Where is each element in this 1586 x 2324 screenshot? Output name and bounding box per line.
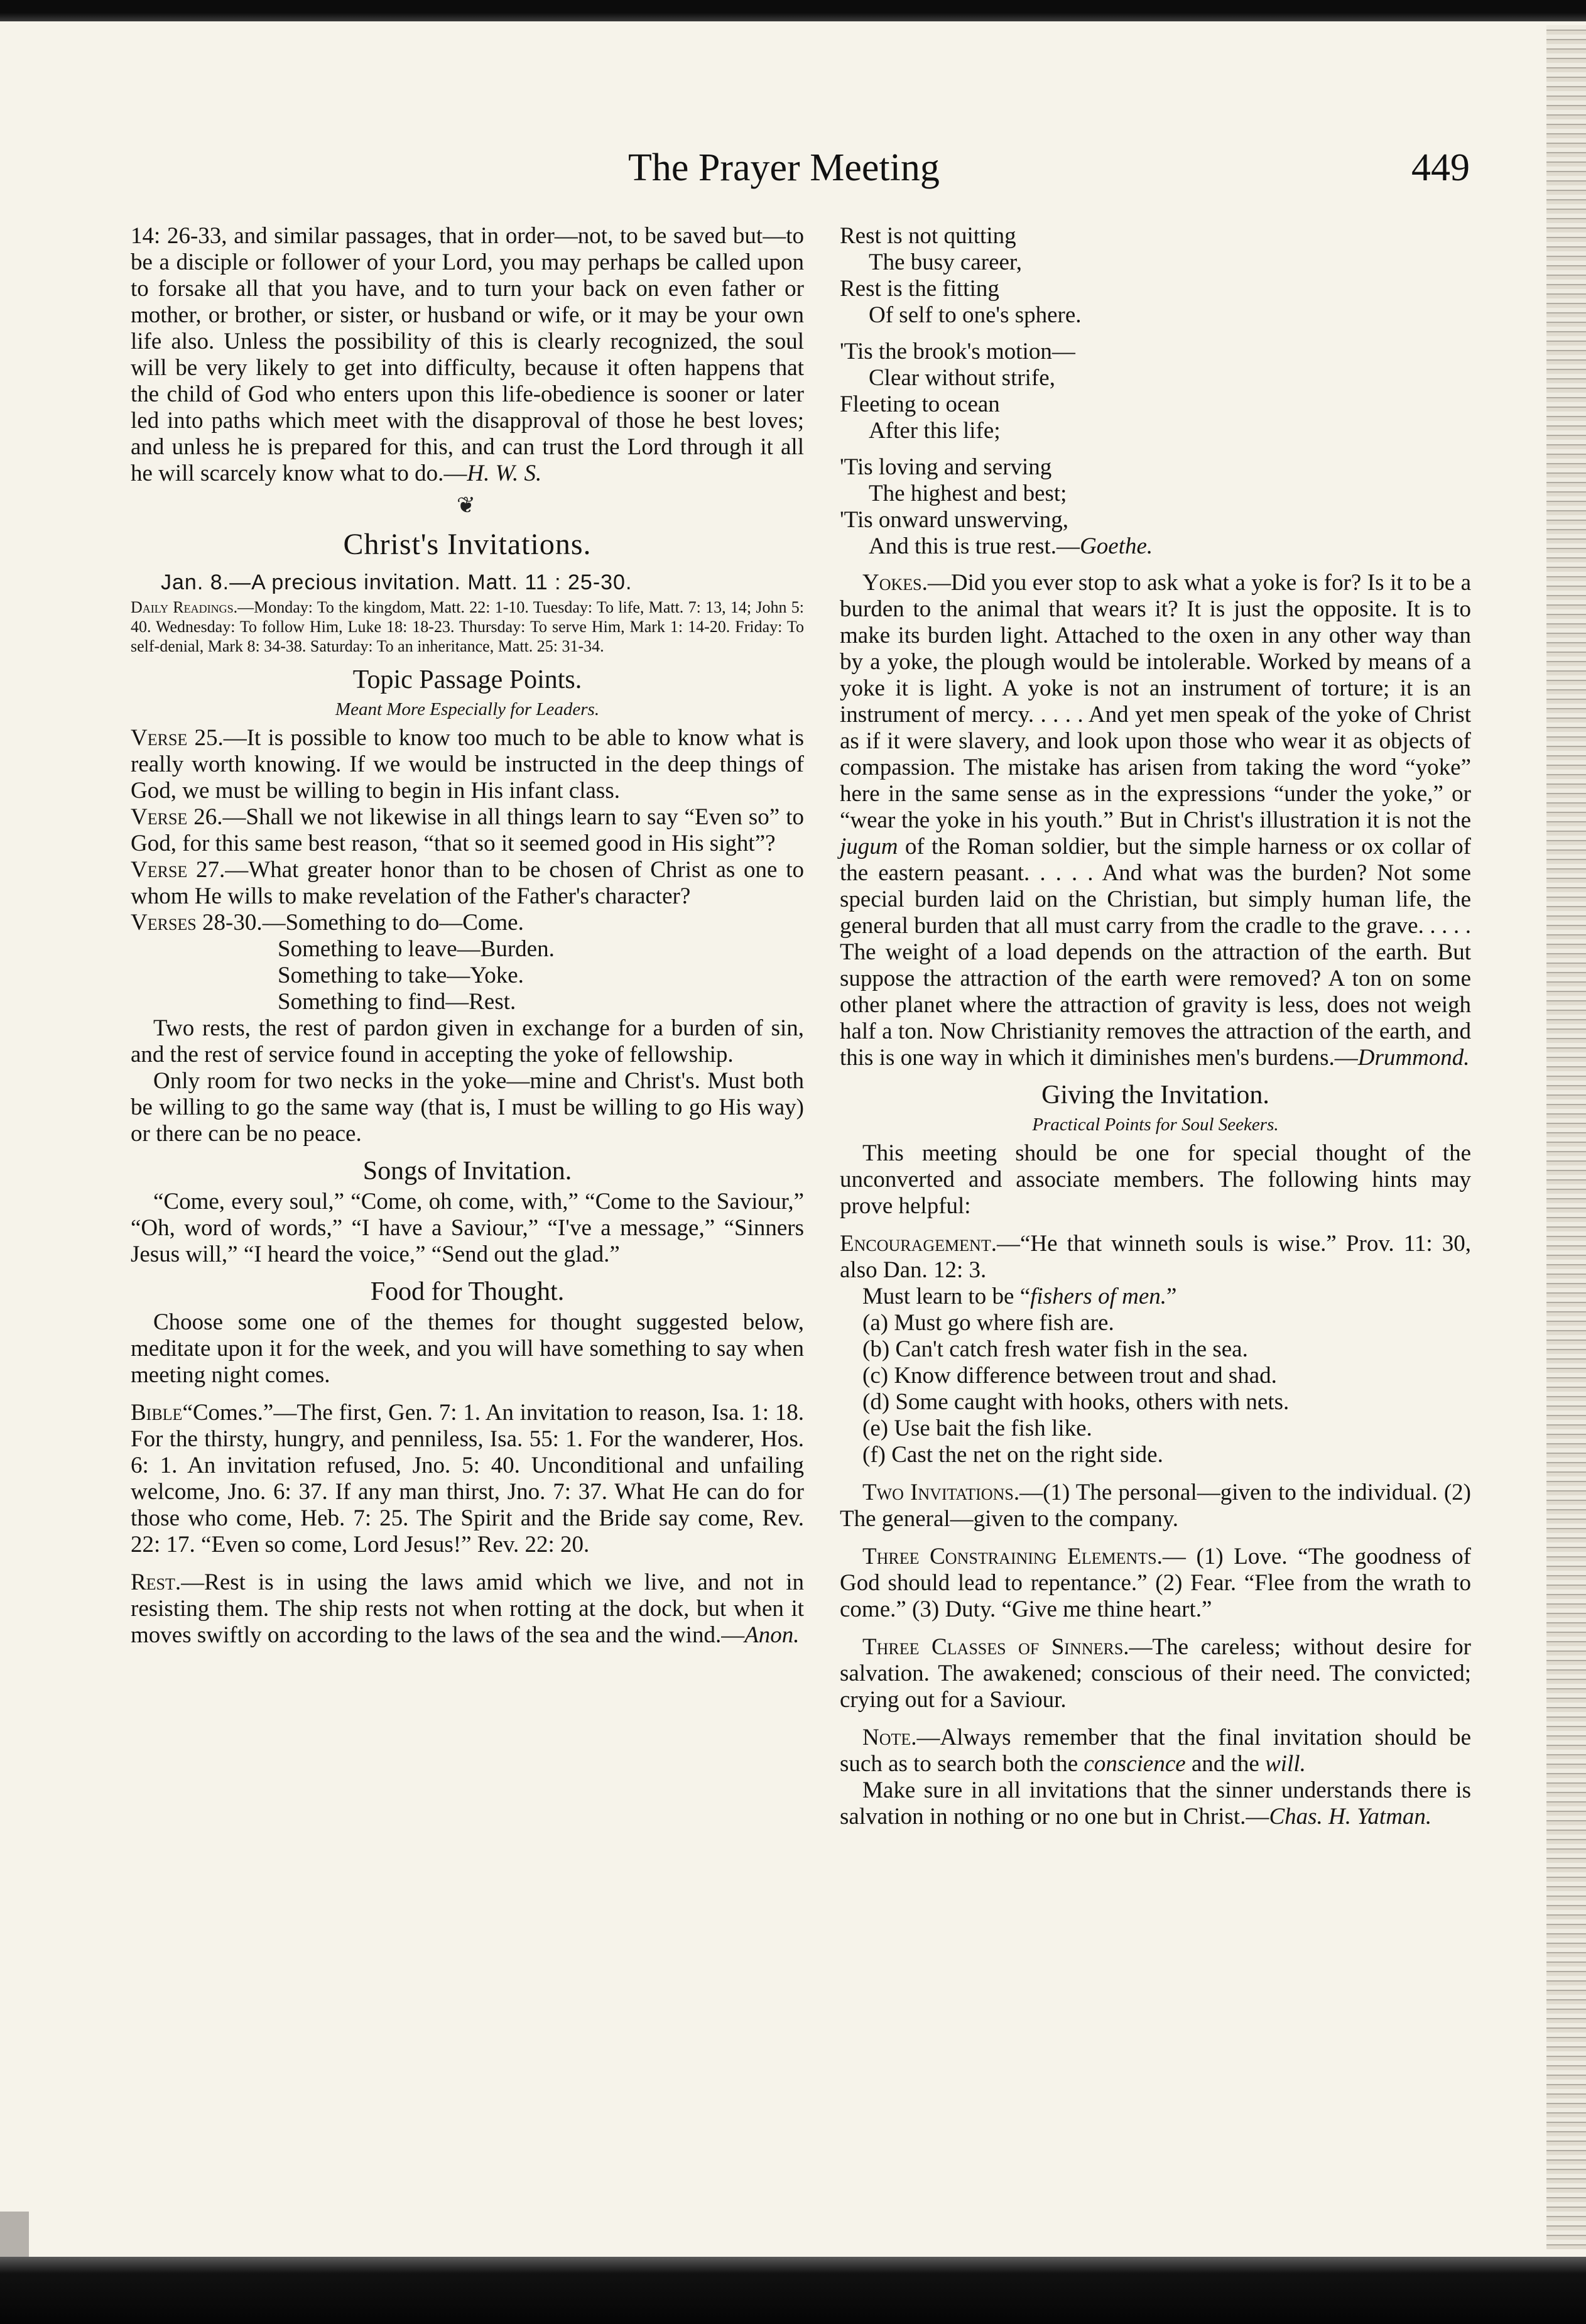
- verse-text: —What greater honor than to be chosen of Christ as one to whom He wills to make revelation of the Father's character?: [131, 857, 804, 909]
- food-paragraph: Choose some one of the themes for thought suggested below, meditate upon it for the week, and you will have something to say when meeting night comes.: [131, 1309, 804, 1388]
- verse-label: Verse 27.: [131, 857, 225, 883]
- bible-comes-paragraph: [131, 1400, 804, 1558]
- poem-line: 'Tis onward unswerving,: [840, 507, 1069, 533]
- yokes-label: Yokes.: [862, 570, 928, 596]
- poem-line: Of self to one's sphere.: [869, 302, 1082, 328]
- giving-note: Practical Points for Soul Seekers.: [1032, 1115, 1279, 1135]
- fish-list-item: (e) Use bait the fish like.: [862, 1416, 1092, 1441]
- right-column: [840, 223, 1471, 1830]
- classes-label: Three Classes of Sinners.: [862, 1634, 1129, 1660]
- scan-bottom-border: [0, 2257, 1586, 2324]
- giving-title: Giving the Invitation.: [1041, 1081, 1269, 1110]
- page-header: [628, 146, 1470, 209]
- poem-line: Rest is not quitting: [840, 223, 1016, 249]
- scan-left-edge: [0, 2212, 29, 2257]
- encouragement-paragraph: [840, 1231, 1471, 1284]
- running-title: The Prayer Meeting: [628, 146, 940, 189]
- two-invitations-text: —(1) The personal—given to the individual. (2) The general—given to the company.: [840, 1480, 1471, 1532]
- scan-right-edge: [1546, 25, 1586, 2249]
- poem-line: And this is true rest.—: [869, 533, 1080, 559]
- poem-line: The highest and best;: [869, 481, 1067, 506]
- yokes-author: Drummond.: [1357, 1045, 1470, 1071]
- verses-28-30: [131, 910, 804, 936]
- note-will: will.: [1265, 1751, 1306, 1777]
- final-author: Chas. H. Yatman.: [1269, 1804, 1432, 1830]
- scan-top-border: [0, 0, 1586, 21]
- verse-25: [131, 725, 804, 804]
- verse-text: —Shall we not likewise in all things learn to say “Even so” to God, for this same best reason, “that so it seemed good in His sight”?: [131, 804, 804, 856]
- poem-author: Goethe.: [1080, 533, 1153, 559]
- note-conscience: conscience: [1084, 1751, 1186, 1777]
- songs-list: “Come, every soul,” “Come, oh come, with,” “Come to the Saviour,” “Oh, word of words,” “I have a Saviour,” “I've a message,” “Sinners Jesus will,” “I heard the voice,” “Send out the glad.”: [131, 1189, 804, 1267]
- topic-note: Meant More Especially for Leaders.: [335, 699, 600, 719]
- poem-line: After this life;: [869, 418, 1001, 444]
- bible-label: Bible: [131, 1400, 183, 1426]
- two-invitations-label: Two Invitations.: [862, 1480, 1020, 1505]
- topic-title: Topic Passage Points.: [352, 665, 582, 694]
- rest-author: Anon.: [744, 1622, 800, 1648]
- food-title: Food for Thought.: [370, 1277, 565, 1306]
- verse-text: —It is possible to know too much to be able to know what is really worth knowing. If we would be instructed in the deep things of God, we must be willing to begin in His infant class.: [131, 725, 804, 804]
- classes-text: —The careless; without desire for salvation. The awakened; conscious of their need. The convicted; crying out for a Saviour.: [840, 1634, 1471, 1713]
- final-paragraph: [840, 1777, 1471, 1830]
- rest-label: Rest.: [131, 1569, 182, 1595]
- poem-line: Fleeting to ocean: [840, 391, 1000, 417]
- yokes-text: —Did you ever stop to ask what a yoke is for? Is it to be a burden to the animal that wears it? It is just the opposite. It is to make its burden light. Attached to the oxen in any other way than by a yoke, the plough would be intolerable. Worked by means of a yoke it is light. A yoke is not an instrument of torture; it is an instrument of mercy. . . . . And yet men speak of the yoke of Christ as if it were slavery, and look upon those who wear it as objects of compassion. The mistake has arisen from taking the word “yoke” here in the same sense as in the expressions “under the yoke,” or “wear the yoke in his youth.” But in Christ's illustration it is not the: [840, 570, 1471, 833]
- fishers-pre: Must learn to be “: [862, 1284, 1031, 1309]
- only-room-paragraph: Only room for two necks in the yoke—mine and Christ's. Must both be willing to go the same way (that is, I must be willing to go His way) or there can be no peace.: [131, 1068, 804, 1147]
- poem-line: 'Tis the brook's motion—: [840, 339, 1075, 364]
- rest-text: —Rest is in using the laws amid which we live, and not in resisting them. The ship rests not when rotting at the dock, but when it moves swiftly on according to the laws of the sea and the wind.—: [131, 1569, 804, 1648]
- note-text: —Always remember that the final invitation should be such as to search both the: [840, 1725, 1471, 1777]
- constraining-text: — (1) Love. “The goodness of God should lead to repentance.” (2) Fear. “Flee from the wrath to come.” (3) Duty. “Give me thine heart.”: [840, 1544, 1471, 1622]
- page-number: 449: [1411, 146, 1470, 189]
- poem-line: Rest is the fitting: [840, 276, 999, 302]
- fishers-post: ”: [1166, 1284, 1177, 1309]
- note-label: Note.: [862, 1725, 917, 1750]
- poem-line: The busy career,: [869, 249, 1023, 275]
- final-text: Make sure in all invitations that the sinner understands there is salvation in nothing or no one but in Christ.—: [840, 1777, 1471, 1830]
- verse-line: —Something to do—Come.: [262, 910, 524, 936]
- rest-paragraph: [131, 1569, 804, 1649]
- ornament-icon: ❦: [456, 493, 479, 518]
- fish-list-item: (b) Can't catch fresh water fish in the sea.: [862, 1336, 1248, 1362]
- constraining-label: Three Constraining Elements.: [862, 1544, 1163, 1569]
- verse-line: Something to find—Rest.: [278, 989, 516, 1015]
- poem-line: Clear without strife,: [869, 365, 1055, 391]
- verse-label: Verse 25.: [131, 725, 224, 751]
- verse-line: Something to take—Yoke.: [278, 963, 524, 988]
- fishers-italic: fishers of men.: [1030, 1284, 1167, 1309]
- intro-paragraph: [131, 223, 804, 487]
- songs-title: Songs of Invitation.: [362, 1157, 572, 1186]
- left-column: [131, 223, 804, 1649]
- verse-line: Something to leave—Burden.: [278, 936, 555, 962]
- encouragement-text: —“He that winneth souls is wise.” Prov. 11: 30, also Dan. 12: 3.: [840, 1231, 1471, 1283]
- poem: [840, 223, 1471, 560]
- yokes-text-2: of the Roman soldier, but the simple harness or ox collar of the eastern peasant. . . . . And what was the burden? Not some special burden laid on the Christian, but simply human life, the general burden that all must carry from the cradle to the grave. . . . . The weight of a load depends on the attraction of the earth. But suppose the attraction of the earth were removed? A ton on some other planet where the attraction of gravity is less, does not weigh half a ton. Now Christianity removes the attraction of the earth, and this is one way in which it diminishes men's burdens.—: [840, 834, 1471, 1071]
- note-paragraph: [840, 1725, 1471, 1777]
- poem-last-line: [840, 533, 1471, 560]
- fish-list-item: (d) Some caught with hooks, others with nets.: [862, 1389, 1290, 1415]
- note-text-2: and the: [1185, 1751, 1266, 1777]
- yokes-paragraph: [840, 570, 1471, 1071]
- two-invitations-paragraph: [840, 1480, 1471, 1532]
- poem-line: 'Tis loving and serving: [840, 454, 1052, 480]
- lesson-heading: Jan. 8.—A precious invitation. Matt. 11 : 25-30.: [161, 570, 633, 594]
- verse-label: Verses 28-30.: [131, 910, 263, 936]
- bible-text: “Comes.”—The first, Gen. 7: 1. An invitation to reason, Isa. 1: 18. For the thirsty, hungry, and penniless, Isa. 55: 1. For the wanderer, Hos. 6: 1. An invitation refused, Jno. 5: 40. Unconditional and unfailing welcome, Jno. 6: 37. If any man thirst, Jno. 7: 37. What He can do for those who come, Heb. 7: 25. The Spirit and the Bride say come, Rev. 22: 17. “Even so come, Lord Jesus!” Rev. 22: 20.: [131, 1400, 804, 1558]
- giving-intro: This meeting should be one for special thought of the unconverted and associate members. The following hints may prove helpful:: [840, 1140, 1471, 1219]
- fishers-line: [840, 1284, 1471, 1310]
- constraining-paragraph: [840, 1544, 1471, 1623]
- verse-label: Verse 26.: [131, 804, 223, 830]
- section-title: Christ's Invitations.: [343, 528, 592, 561]
- daily-readings: [131, 597, 804, 656]
- poem-stanza: [840, 454, 1471, 560]
- fish-list-item: (a) Must go where fish are.: [862, 1310, 1114, 1336]
- two-rests-paragraph: Two rests, the rest of pardon given in exchange for a burden of sin, and the rest of service found in accepting the yoke of fellowship.: [131, 1015, 804, 1067]
- intro-author: H. W. S.: [467, 461, 542, 486]
- classes-paragraph: [840, 1634, 1471, 1713]
- intro-text: 14: 26-33, and similar passages, that in order—not, to be saved but—to be a disciple or follower of your Lord, you may perhaps be called upon to forsake all that you have, and to turn your back on even father or mother, or brother, or sister, or husband or wife, or it may be your own life also. Unless the possibility of this is clearly recognized, the soul will be very likely to get into difficulty, because it often happens that the child of God who enters upon this life-obedience is sooner or later led into paths which meet with the disapproval of those he best loves; and unless he is prepared for this, and can trust the Lord through it all he will scarcely know what to do.—: [131, 223, 804, 486]
- encouragement-label: Encouragement.: [840, 1231, 997, 1257]
- readings-label: Daily Readings.: [131, 598, 238, 616]
- verse-26: [131, 804, 804, 857]
- yokes-jugum: jugum: [840, 834, 898, 859]
- verse-27: [131, 857, 804, 910]
- fish-list-item: (c) Know difference between trout and shad.: [862, 1363, 1277, 1388]
- poem-stanza: [840, 339, 1471, 444]
- poem-stanza: [840, 223, 1471, 329]
- fish-list-item: (f) Cast the net on the right side.: [862, 1442, 1163, 1468]
- readings-text: —Monday: To the kingdom, Matt. 22: 1-10. Tuesday: To life, Matt. 7: 13, 14; John 5: 40. Wednesday: To follow Him, Luke 18: 18-23. Thursday: To serve Him, Mark 1: 14-20. Friday: To self-denial, Mark 8: 34-38. Saturday: To an inheritance, Matt. 25: 31-34.: [131, 598, 804, 655]
